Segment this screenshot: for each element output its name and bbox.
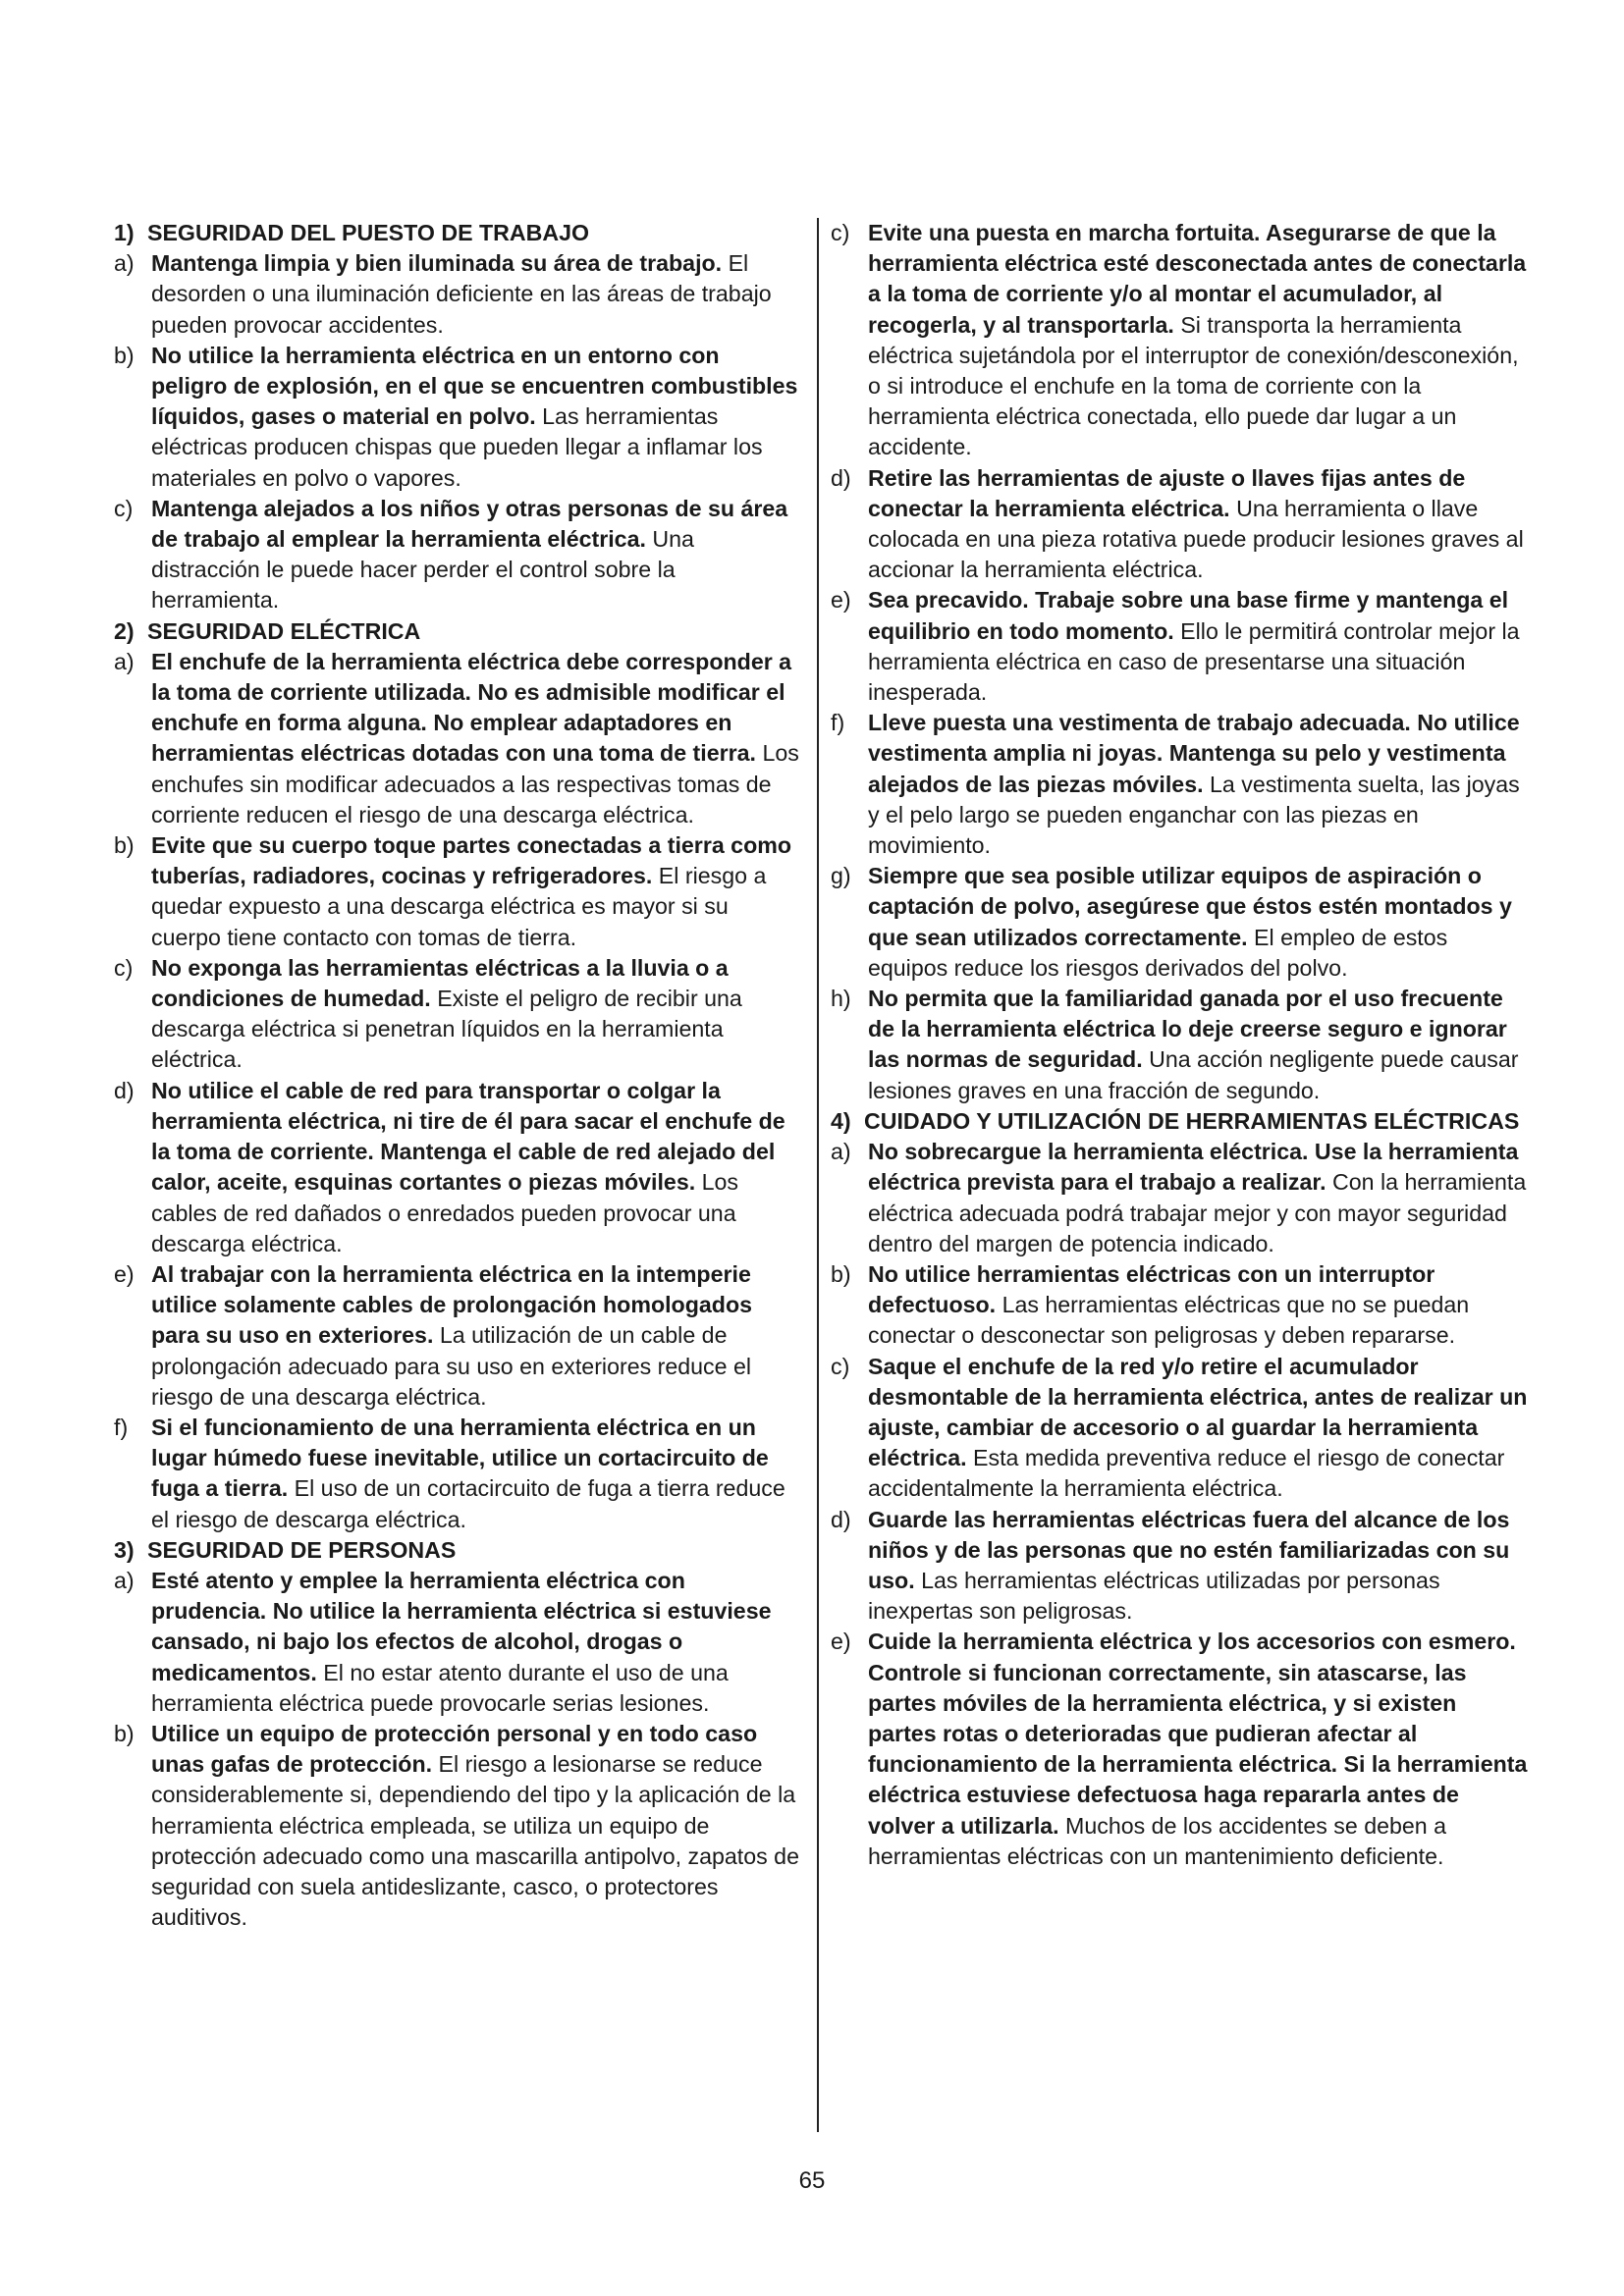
section-number: 4) bbox=[831, 1107, 851, 1134]
item-bold-text: Cuide la herramienta eléctrica y los accesorios con esmero. Controle si funcionan correctamente, sin atascarse, las partes móviles de la herramienta eléctrica, y si existen partes rotas o deterioradas que pudieran afectar al funcionamiento de la herramienta eléctrica. Si la herramienta eléctrica estuviese defectuosa haga repararla antes de volver a utilizarla. bbox=[868, 1629, 1528, 1839]
list-item bbox=[114, 1259, 801, 1413]
item-body-text: El empleo de estos equipos reduce los riesgos derivados del polvo. bbox=[868, 924, 1448, 981]
item-body-text: El no estar atento durante el uso de una herramienta eléctrica puede provocarle serias lesiones. bbox=[151, 1659, 729, 1716]
item-bold-text: Esté atento y emplee la herramienta eléctrica con prudencia. No utilice la herramienta eléctrica si estuviese cansado, ni bajo los efectos de alcohol, drogas o medicamentos. bbox=[151, 1567, 772, 1685]
list-item bbox=[114, 1076, 801, 1259]
item-body-text: Las herramientas eléctricas producen chispas que pueden llegar a inflamar los materiales en polvo o vapores. bbox=[151, 403, 763, 491]
item-bold-text: Evite una puesta en marcha fortuita. Asegurarse de que la herramienta eléctrica esté desconectada antes de conectarla a la toma de corriente y/o al montar el acumulador, al recogerla, y al transportarla. bbox=[868, 220, 1527, 338]
item-bold-text: Siempre que sea posible utilizar equipos de aspiración o captación de polvo, asegúrese que éstos estén montados y que sean utilizados correctamente. bbox=[868, 863, 1512, 950]
item-bold-text: Retire las herramientas de ajuste o llaves fijas antes de conectar la herramienta eléctrica. bbox=[868, 464, 1466, 521]
list-item bbox=[114, 494, 801, 616]
section-number: 3) bbox=[114, 1536, 135, 1563]
list-item bbox=[114, 341, 801, 494]
list-item bbox=[114, 1719, 801, 1933]
list-item bbox=[831, 861, 1530, 984]
item-marker: b) bbox=[114, 1720, 135, 1746]
item-bold-text: No sobrecargue la herramienta eléctrica. Use la herramienta eléctrica prevista para el trabajo a realizar. bbox=[868, 1139, 1519, 1196]
list-item bbox=[114, 1413, 801, 1535]
item-body-text: Una acción negligente puede causar lesiones graves en una fracción de segundo. bbox=[868, 1046, 1519, 1103]
item-marker: e) bbox=[114, 1260, 135, 1287]
item-body-text: Con la herramienta eléctrica adecuada podrá trabajar mejor y con mayor seguridad dentro del margen de potencia indicado. bbox=[868, 1169, 1527, 1256]
page-number: 65 bbox=[798, 2167, 826, 2194]
item-body-text: Las herramientas eléctricas utilizadas por personas inexpertas son peligrosas. bbox=[868, 1567, 1440, 1625]
list-item bbox=[831, 585, 1530, 708]
item-bold-text: Guarde las herramientas eléctricas fuera del alcance de los niños y de las personas que no estén familiarizadas con su uso. bbox=[868, 1506, 1510, 1593]
item-marker: b) bbox=[831, 1260, 851, 1287]
item-bold-text: Mantenga limpia y bien iluminada su área de trabajo. bbox=[151, 250, 723, 277]
item-marker: a) bbox=[114, 648, 135, 674]
item-bold-text: El enchufe de la herramienta eléctrica debe corresponder a la toma de corriente utilizada. No es admisible modificar el enchufe en forma alguna. No emplear adaptadores en herramientas eléctricas dotadas con una toma de tierra. bbox=[151, 648, 792, 767]
section-heading bbox=[114, 616, 801, 647]
list-item bbox=[831, 1352, 1530, 1505]
list-item bbox=[114, 1566, 801, 1719]
item-marker: b) bbox=[114, 342, 135, 368]
item-marker: f) bbox=[114, 1414, 129, 1440]
list-item bbox=[831, 1259, 1530, 1352]
list-item bbox=[831, 984, 1530, 1106]
list-item bbox=[114, 953, 801, 1076]
column-divider bbox=[817, 218, 819, 2132]
section-title: CUIDADO Y UTILIZACIÓN DE HERRAMIENTAS ELÉCTRICAS bbox=[864, 1107, 1520, 1134]
item-marker: c) bbox=[114, 495, 134, 521]
item-body-text: La utilización de un cable de prolongación adecuado para su uso en exteriores reduce el riesgo de una descarga eléctrica. bbox=[151, 1322, 752, 1410]
item-bold-text: No exponga las herramientas eléctricas a la lluvia o a condiciones de humedad. bbox=[151, 954, 729, 1012]
item-body-text: Ello le permitirá controlar mejor la herramienta eléctrica en caso de presentarse una situación inesperada. bbox=[868, 617, 1520, 706]
item-marker: g) bbox=[831, 863, 851, 889]
item-bold-text: Lleve puesta una vestimenta de trabajo adecuada. No utilice vestimenta amplia ni joyas. Mantenga su pelo y vestimenta alejados de las piezas móviles. bbox=[868, 710, 1520, 797]
item-marker: h) bbox=[831, 986, 851, 1012]
item-bold-text: No utilice herramientas eléctricas con un interruptor defectuoso. bbox=[868, 1260, 1435, 1318]
item-bold-text: No utilice la herramienta eléctrica en un entorno con peligro de explosión, en el que se encuentren combustibles líquidos, gases o material en polvo. bbox=[151, 342, 798, 430]
item-bold-text: Saque el enchufe de la red y/o retire el acumulador desmontable de la herramienta eléctrica, antes de realizar un ajuste, cambiar de accesorio o al guardar la herramienta eléctrica. bbox=[868, 1353, 1528, 1471]
list-item bbox=[831, 1137, 1530, 1259]
list-item bbox=[114, 647, 801, 830]
item-body-text: La vestimenta suelta, las joyas y el pelo largo se pueden enganchar con las piezas en movimiento. bbox=[868, 771, 1520, 859]
item-marker: a) bbox=[831, 1139, 851, 1165]
item-marker: a) bbox=[114, 250, 135, 277]
item-marker: d) bbox=[831, 464, 851, 491]
item-marker: c) bbox=[831, 1353, 850, 1379]
item-bold-text: Evite que su cuerpo toque partes conectadas a tierra como tuberías, radiadores, cocinas y refrigeradores. bbox=[151, 832, 792, 889]
section-heading bbox=[114, 1535, 801, 1566]
item-body-text: Los cables de red dañados o enredados pueden provocar una descarga eléctrica. bbox=[151, 1169, 738, 1256]
section-title: SEGURIDAD DE PERSONAS bbox=[147, 1536, 457, 1563]
section-number: 1) bbox=[114, 220, 135, 245]
section-number: 2) bbox=[114, 617, 135, 644]
list-item bbox=[831, 708, 1530, 861]
left-column bbox=[114, 218, 801, 1933]
list-item bbox=[831, 463, 1530, 586]
item-body-text: Las herramientas eléctricas que no se puedan conectar o desconectar son peligrosas y deben repararse. bbox=[868, 1292, 1470, 1349]
item-marker: c) bbox=[114, 954, 134, 981]
list-item bbox=[831, 1505, 1530, 1628]
item-body-text: El riesgo a lesionarse se reduce considerablemente si, dependiendo del tipo y la aplicación de la herramienta eléctrica empleada, se utiliza un equipo de protección adecuado como una mascarilla antipolvo, zapatos de seguridad con suela antideslizante, casco, o protectores auditivos. bbox=[151, 1751, 799, 1931]
item-body-text: El desorden o una iluminación deficiente en las áreas de trabajo pueden provocar accidentes. bbox=[151, 250, 772, 338]
item-body-text: El riesgo a quedar expuesto a una descarga eléctrica es mayor si su cuerpo tiene contacto con tomas de tierra. bbox=[151, 863, 767, 950]
item-body-text: Una distracción le puede hacer perder el control sobre la herramienta. bbox=[151, 526, 694, 614]
item-body-text: Una herramienta o llave colocada en una pieza rotativa puede producir lesiones graves al accionar la herramienta eléctrica. bbox=[868, 495, 1524, 583]
item-bold-text: Al trabajar con la herramienta eléctrica en la intemperie utilice solamente cables de prolongación homologados para su uso en exteriores. bbox=[151, 1260, 753, 1349]
item-marker: a) bbox=[114, 1567, 135, 1593]
list-item bbox=[114, 248, 801, 341]
list-item bbox=[831, 1627, 1530, 1872]
item-bold-text: Sea precavido. Trabaje sobre una base firme y mantenga el equilibrio en todo momento. bbox=[868, 587, 1509, 644]
right-column bbox=[831, 218, 1530, 1872]
list-item bbox=[831, 218, 1530, 463]
item-bold-text: No permita que la familiaridad ganada por el uso frecuente de la herramienta eléctrica lo deje creerse seguro e ignorar las normas de seguridad. bbox=[868, 986, 1507, 1073]
item-marker: d) bbox=[831, 1506, 851, 1532]
item-body-text: Si transporta la herramienta eléctrica sujetándola por el interruptor de conexión/desconexión, o si introduce el enchufe en la toma de corriente con la herramienta eléctrica conectada, ello puede dar lugar a un accidente. bbox=[868, 311, 1519, 460]
section-title: SEGURIDAD ELÉCTRICA bbox=[147, 617, 421, 644]
item-bold-text: Utilice un equipo de protección personal y en todo caso unas gafas de protección. bbox=[151, 1720, 758, 1778]
item-marker: c) bbox=[831, 220, 850, 245]
item-bold-text: Si el funcionamiento de una herramienta eléctrica en un lugar húmedo fuese inevitable, utilice un cortacircuito de fuga a tierra. bbox=[151, 1414, 769, 1502]
list-item bbox=[114, 830, 801, 953]
section-title: SEGURIDAD DEL PUESTO DE TRABAJO bbox=[147, 220, 590, 245]
item-marker: e) bbox=[831, 587, 851, 614]
item-marker: f) bbox=[831, 710, 845, 736]
item-marker: d) bbox=[114, 1077, 135, 1103]
item-body-text: El uso de un cortacircuito de fuga a tierra reduce el riesgo de descarga eléctrica. bbox=[151, 1475, 785, 1532]
item-body-text: Los enchufes sin modificar adecuados a las respectivas tomas de corriente reducen el riesgo de una descarga eléctrica. bbox=[151, 740, 799, 828]
item-marker: b) bbox=[114, 832, 135, 859]
section-heading bbox=[114, 218, 801, 248]
item-body-text: Muchos de los accidentes se deben a herramientas eléctricas con un mantenimiento deficiente. bbox=[868, 1812, 1447, 1869]
item-body-text: Existe el peligro de recibir una descarga eléctrica si penetran líquidos en la herramienta eléctrica. bbox=[151, 986, 742, 1073]
item-body-text: Esta medida preventiva reduce el riesgo de conectar accidentalmente la herramienta eléctrica. bbox=[868, 1445, 1505, 1502]
section-heading bbox=[831, 1106, 1530, 1137]
item-marker: e) bbox=[831, 1629, 851, 1655]
item-bold-text: No utilice el cable de red para transportar o colgar la herramienta eléctrica, ni tire de él para sacar el enchufe de la toma de corriente. Mantenga el cable de red alejado del calor, aceite, esquinas cortantes o piezas móviles. bbox=[151, 1077, 785, 1196]
item-bold-text: Mantenga alejados a los niños y otras personas de su área de trabajo al emplear la herramienta eléctrica. bbox=[151, 495, 788, 553]
